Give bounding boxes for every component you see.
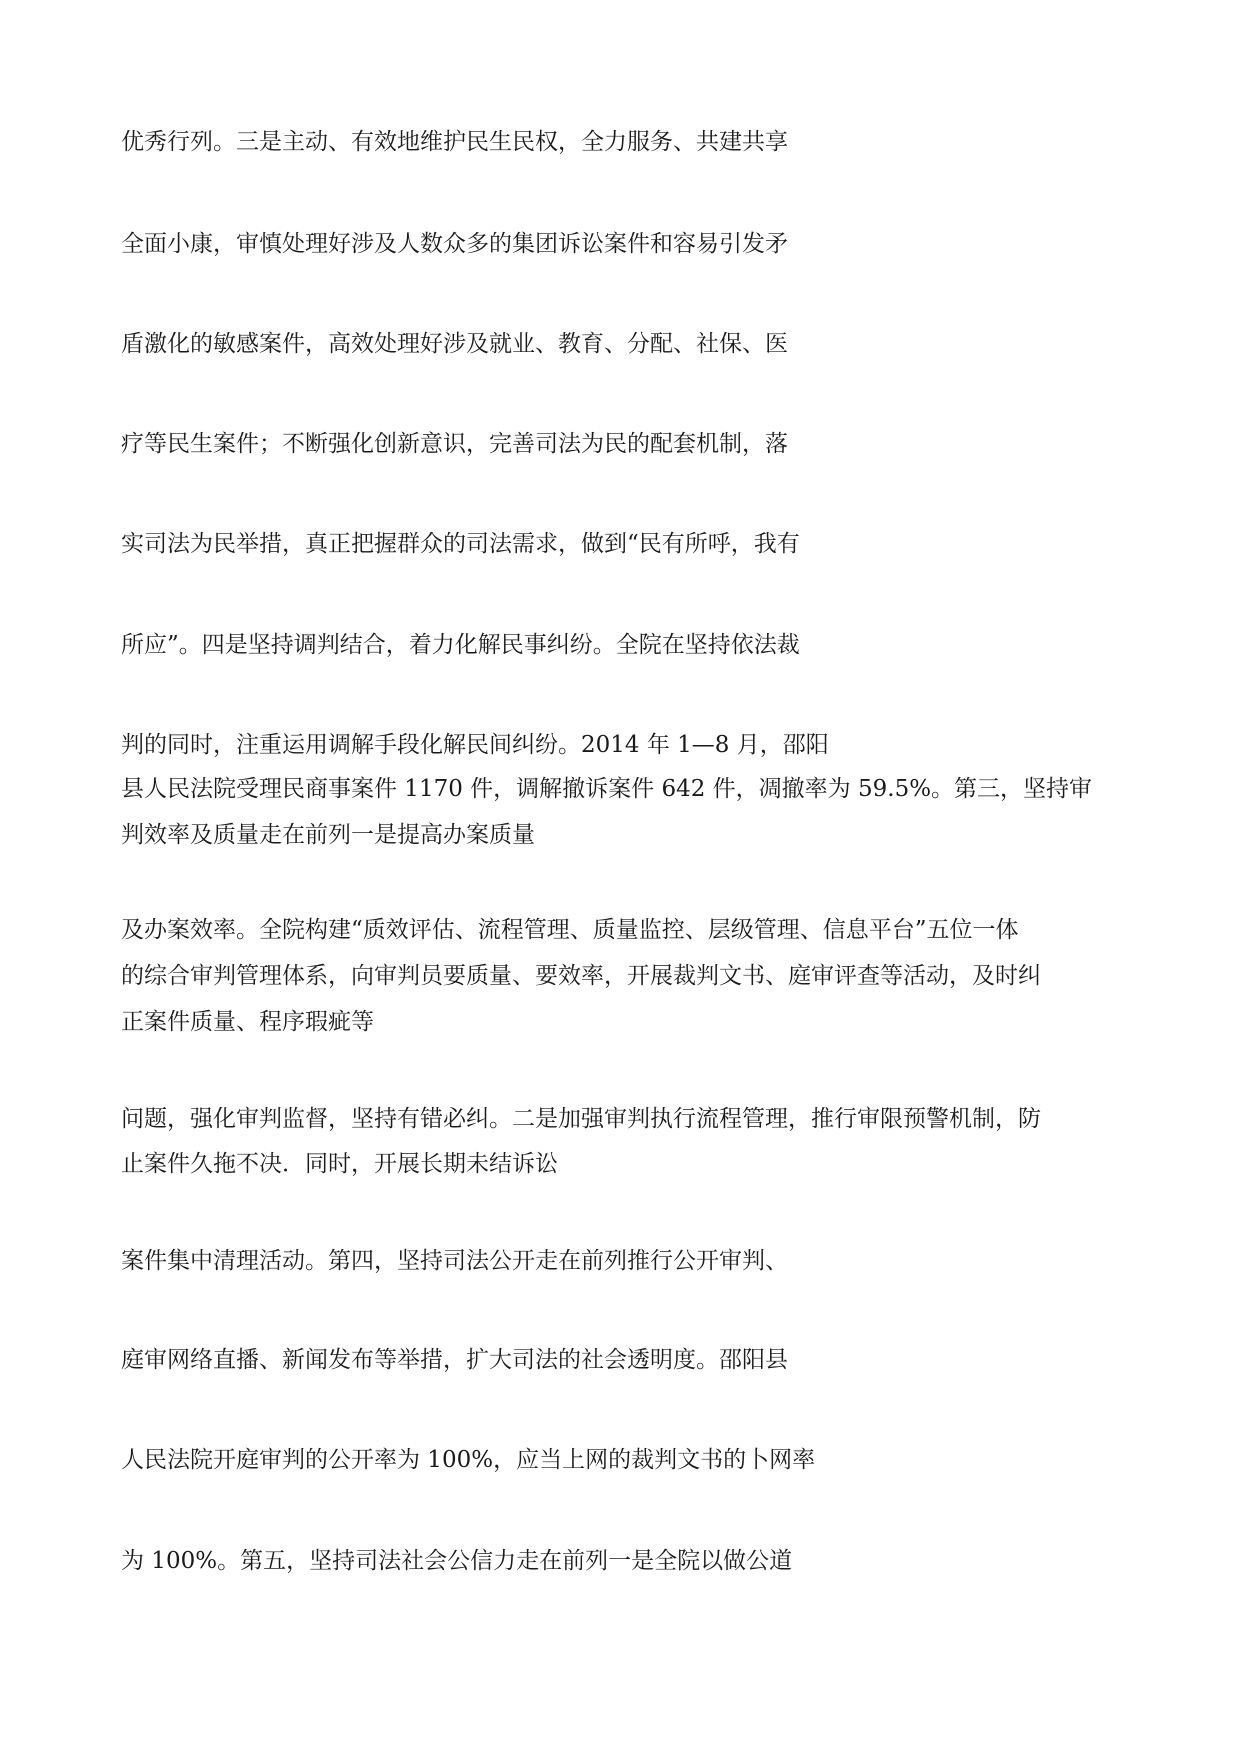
text-line: 全面小康，审慎处理好涉及人数众多的集团诉讼案件和容易引发矛 — [121, 231, 788, 257]
text-line: 判效率及质量走在前列一是提高办案质量 — [121, 822, 535, 848]
text-line: 止案件久拖不决．同时，开展长期未结诉讼 — [121, 1151, 558, 1177]
text-line: 实司法为民举措，真正把握群众的司法需求，做到“民有所呼，我有 — [121, 531, 800, 557]
text-line: 县人民法院受理民商事案件 1170 件，调解撤诉案件 642 件，凋撤率为 59.5%。第三，坚持审 — [121, 776, 1093, 802]
text-line: 及办案效率。全院构建“质效评估、流程管理、质量监控、层级管理、信息平台”五位一体 — [121, 917, 1019, 943]
text-line: 疗等民生案件；不断强化创新意识，完善司法为民的配套机制，落 — [121, 431, 788, 457]
text-line: 案件集中清理活动。第四，坚持司法公开走在前列推行公开审判、 — [121, 1248, 788, 1274]
text-line: 问题，强化审判监督，坚持有错必纠。二是加强审判执行流程管理，推行审限预警机制，防 — [121, 1106, 1041, 1132]
text-line: 优秀行列。三是主动、有效地维护民生民权，全力服务、共建共享 — [121, 129, 788, 155]
text-line: 正案件质量、程序瑕疵等 — [121, 1009, 374, 1035]
text-line: 庭审网络直播、新闻发布等举措，扩大司法的社会透明度。邵阳县 — [121, 1347, 788, 1373]
text-line: 人民法院开庭审判的公开率为 100%，应当上网的裁判文书的卜网率 — [121, 1447, 816, 1473]
text-line: 盾激化的敏感案件，高效处理好涉及就业、教育、分配、社保、医 — [121, 331, 788, 357]
text-line: 为 100%。第五，坚持司法社会公信力走在前列一是全院以做公道 — [121, 1548, 793, 1574]
text-line: 所应”。四是坚持调判结合，着力化解民事纠纷。全院在坚持依法裁 — [121, 632, 800, 658]
text-line: 的综合审判管理体系，向审判员要质量、要效率，开展裁判文书、庭审评查等活动，及时纠 — [121, 963, 1041, 989]
text-line: 判的同时，注重运用调解手段化解民间纠纷。2014 年 1—8 月，邵阳 — [121, 732, 829, 758]
